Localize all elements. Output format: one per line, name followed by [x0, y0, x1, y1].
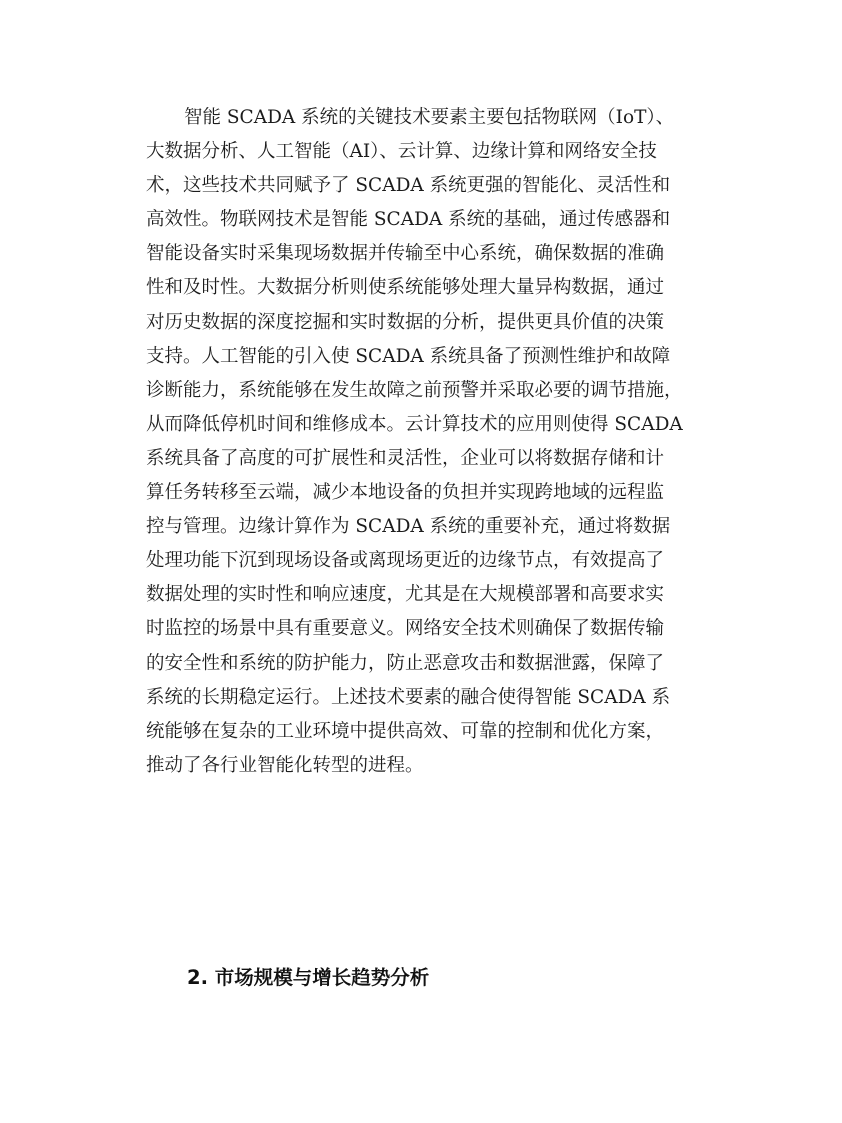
paragraph-line: 智能 SCADA 系统的关键技术要素主要包括物联网（IoT）、: [184, 107, 675, 128]
paragraph-line: 大数据分析、人工智能（AI）、云计算、边缘计算和网络安全技: [146, 141, 657, 163]
paragraph-line: 控与管理。边缘计算作为 SCADA 系统的重要补充，通过将数据: [146, 516, 671, 538]
paragraph-line: 从而降低停机时间和维修成本。云计算技术的应用则使得 SCADA: [146, 413, 683, 435]
paragraph-line: 支持。人工智能的引入使 SCADA 系统具备了预测性维护和故障: [146, 345, 671, 367]
paragraph-line: 处理功能下沉到现场设备或离现场更近的边缘节点，有效提高了: [146, 550, 665, 572]
paragraph-line: 诊断能力，系统能够在发生故障之前预警并采取必要的调节措施，: [146, 379, 683, 401]
paragraph-line: 系统具备了高度的可扩展性和灵活性，企业可以将数据存储和计: [146, 447, 665, 469]
paragraph-line: 时监控的场景中具有重要意义。网络安全技术则确保了数据传输: [146, 618, 665, 640]
paragraph-line: 推动了各行业智能化转型的进程。: [146, 754, 424, 776]
paragraph-line: 术，这些技术共同赋予了 SCADA 系统更强的智能化、灵活性和: [146, 175, 671, 197]
paragraph-line: 统能够在复杂的工业环境中提供高效、可靠的控制和优化方案，: [146, 720, 665, 742]
paragraph-line: 的安全性和系统的防护能力，防止恶意攻击和数据泄露，保障了: [146, 652, 665, 674]
section-heading: 2. 市场规模与增长趋势分析: [187, 966, 430, 989]
paragraph-line: 数据处理的实时性和响应速度，尤其是在大规模部署和高要求实: [146, 584, 665, 606]
paragraph-line: 高效性。物联网技术是智能 SCADA 系统的基础，通过传感器和: [146, 209, 671, 231]
body-paragraph: [146, 101, 712, 783]
paragraph-line: 对历史数据的深度挖掘和实时数据的分析，提供更具价值的决策: [146, 311, 665, 333]
paragraph-line: 性和及时性。大数据分析则使系统能够处理大量异构数据，通过: [146, 277, 665, 299]
paragraph-line: 算任务转移至云端，减少本地设备的负担并实现跨地域的远程监: [146, 482, 665, 504]
paragraph-line: 系统的长期稳定运行。上述技术要素的融合使得智能 SCADA 系: [146, 686, 671, 708]
paragraph-line: 智能设备实时采集现场数据并传输至中心系统，确保数据的准确: [146, 243, 665, 265]
